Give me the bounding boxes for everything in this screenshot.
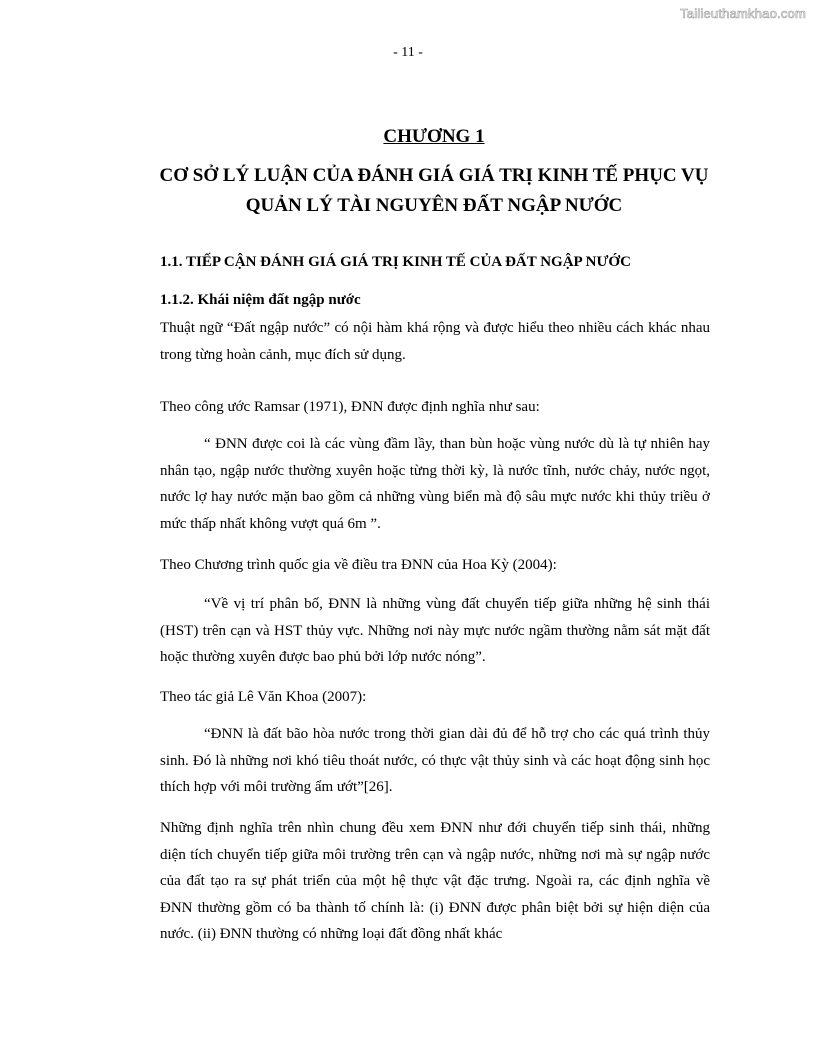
watermark: Tailieuthamkhao.com <box>680 6 806 21</box>
quote-usa: “Về vị trí phân bố, ĐNN là những vùng đất chuyển tiếp giữa những hệ sinh thái (HST) trên cạn và HST thủy vực. Những nơi này mực nước ngầm thường nằm sát mặt đất hoặc thường xuyên được bao phủ bởi lớp nước nóng”. <box>160 596 710 665</box>
paragraph-khoa-intro: Theo tác giả Lê Văn Khoa (2007): <box>160 689 367 705</box>
quote-ramsar: “ ĐNN được coi là các vùng đầm lầy, than bùn hoặc vùng nước dù là tự nhiên hay nhân tạo, ngập nước thường xuyên hoặc từng thời kỳ, là nước tĩnh, nước chảy, nước ngọt, nước lợ hay nước mặn bao gồm cả những vùng biển mà độ sâu mực nước khi thủy triều ở mức thấp nhất không vượt quá 6m ”. <box>160 436 710 532</box>
section-heading: 1.1. TIẾP CẬN ĐÁNH GIÁ GIÁ TRỊ KINH TẾ CỦA ĐẤT NGẬP NƯỚC <box>160 254 631 270</box>
chapter-title: CƠ SỞ LÝ LUẬN CỦA ĐÁNH GIÁ GIÁ TRỊ KINH TẾ PHỤC VỤ QUẢN LÝ TÀI NGUYÊN ĐẤT NGẬP NƯỚC <box>159 165 709 216</box>
page-number: - 11 - <box>393 45 423 60</box>
paragraph-usa-intro: Theo Chương trình quốc gia về điều tra ĐNN của Hoa Kỳ (2004): <box>160 557 557 573</box>
subsection-heading: 1.1.2. Khái niệm đất ngập nước <box>160 292 361 308</box>
chapter-label: CHƯƠNG 1 <box>383 126 485 147</box>
paragraph-summary: Những định nghĩa trên nhìn chung đều xem ĐNN như đới chuyển tiếp sinh thái, những diện tích chuyển tiếp giữa môi trường trên cạn và ngập nước, những nơi mà sự ngập nước của đất tạo ra sự phát triển của một hệ thực vật đặc trưng. Ngoài ra, các định nghĩa về ĐNN thường gồm có ba thành tố chính là: (i) ĐNN được phân biệt bởi sự hiện diện của nước. (ii) ĐNN thường có những loại đất đồng nhất khác <box>160 820 710 942</box>
paragraph-ramsar-intro: Theo công ước Ramsar (1971), ĐNN được định nghĩa như sau: <box>160 399 540 415</box>
paragraph-intro: Thuật ngữ “Đất ngập nước” có nội hàm khá rộng và được hiểu theo nhiều cách khác nhau trong từng hoàn cảnh, mục đích sử dụng. <box>160 320 710 363</box>
quote-khoa: “ĐNN là đất bão hòa nước trong thời gian dài đủ để hỗ trợ cho các quá trình thủy sinh. Đó là những nơi khó tiêu thoát nước, có thực vật thủy sinh và các hoạt động sinh học thích hợp với môi trường ẩm ướt”[26]. <box>160 726 710 795</box>
